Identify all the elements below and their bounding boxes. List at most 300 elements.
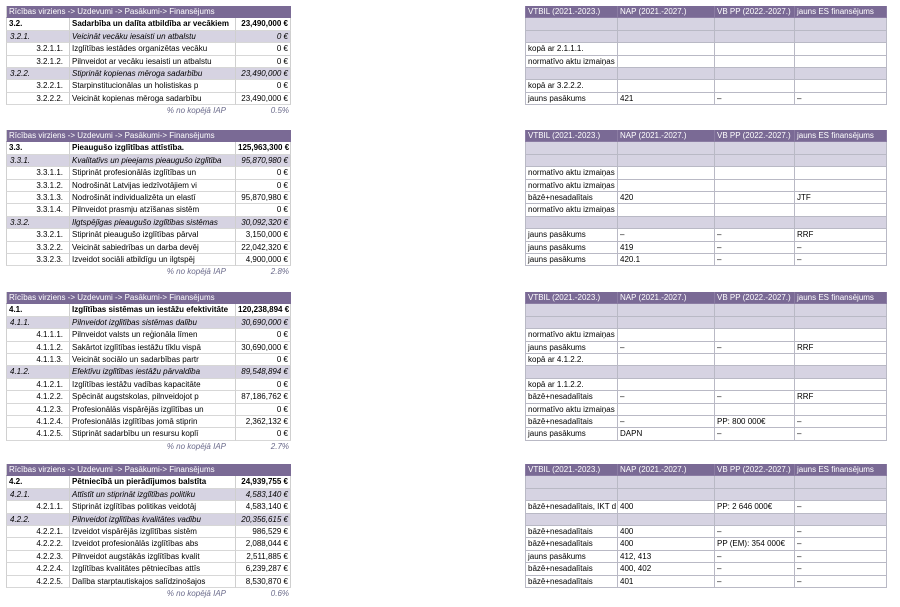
table-row[interactable] (6, 43, 291, 55)
funding-cell (795, 514, 887, 526)
measure-name: Veicināt kopienas mēroga sadarbību (70, 93, 236, 105)
funding-cell (795, 155, 887, 167)
funding-header-row (525, 292, 887, 304)
funding-header-4: jauns ES finansējums (795, 292, 887, 304)
measure-number: 3.2.1.1. (6, 43, 70, 55)
funding-row[interactable] (525, 416, 887, 428)
measure-name: Nodrošināt Latvijas iedzīvotājiem vi (70, 180, 236, 192)
funding-cell: – (618, 391, 715, 403)
funding-row[interactable] (525, 167, 887, 179)
funding-row[interactable] (525, 404, 887, 416)
table-row[interactable] (6, 180, 291, 192)
measure-value: 0 € (236, 31, 291, 43)
measure-number: 4.2.2.2. (6, 538, 70, 550)
funding-cell (618, 43, 715, 55)
funding-header-4: jauns ES finansējums (795, 6, 887, 18)
measures-table (6, 464, 291, 600)
measure-number: 4.2. (6, 476, 70, 488)
measure-value: 30,690,000 € (236, 317, 291, 329)
funding-cell (618, 489, 715, 501)
funding-cell (618, 167, 715, 179)
funding-cell (715, 43, 795, 55)
measure-number: 4.1.2.5. (6, 428, 70, 440)
measure-value: 0 € (236, 80, 291, 92)
funding-cell (795, 31, 887, 43)
funding-cell (715, 354, 795, 366)
funding-cell (795, 366, 887, 378)
measure-name: Pilnveidot ar vecāku iesaisti un atbalstu (70, 56, 236, 68)
funding-cell (525, 366, 618, 378)
measure-number: 4.1.2.2. (6, 391, 70, 403)
measure-name: Attīstīt un stiprināt izglītības politiku (70, 489, 236, 501)
funding-cell: PP (EM): 354 000€ (715, 538, 795, 550)
measure-name: Izglītības kvalitātes pētniecības attīs (70, 563, 236, 575)
measures-header-label: Rīcības virziens -> Uzdevumi -> Pasākumi-> Finansējums (6, 292, 291, 304)
funding-cell: – (795, 242, 887, 254)
funding-cell (618, 379, 715, 391)
funding-row[interactable] (525, 43, 887, 55)
funding-cell (618, 204, 715, 216)
funding-header-2: NAP (2021.-2027.) (618, 130, 715, 142)
funding-cell (715, 489, 795, 501)
measure-value: 8,530,870 € (236, 576, 291, 588)
funding-cell (795, 18, 887, 30)
measure-number: 4.2.1.1. (6, 501, 70, 513)
funding-header-1: VTBIL (2021.-2023.) (525, 292, 618, 304)
table-row[interactable] (6, 354, 291, 366)
funding-row[interactable] (525, 80, 887, 92)
funding-header-2: NAP (2021.-2027.) (618, 464, 715, 476)
measure-number: 3.3.1. (6, 155, 70, 167)
funding-cell (715, 379, 795, 391)
table-row[interactable] (6, 167, 291, 179)
funding-cell: kopā ar 1.1.2.2. (525, 379, 618, 391)
funding-cell: bāzē+nesadalītais (525, 391, 618, 403)
funding-cell (715, 217, 795, 229)
table-row[interactable] (6, 476, 291, 488)
percent-value: 0.5% (270, 106, 289, 116)
funding-cell (715, 366, 795, 378)
funding-cell: jauns pasākums (525, 242, 618, 254)
measure-number: 3.2.2. (6, 68, 70, 80)
measure-value: 4,583,140 € (236, 501, 291, 513)
funding-cell: – (715, 428, 795, 440)
funding-cell: bāzē+nesadalītais, IKT d (525, 501, 618, 513)
funding-cell: bāzē+nesadalītais (525, 576, 618, 588)
funding-cell: 420.1 (618, 254, 715, 266)
funding-row[interactable] (525, 526, 887, 538)
funding-cell: – (715, 254, 795, 266)
percent-row (6, 266, 291, 278)
table-row[interactable] (6, 551, 291, 563)
measure-number: 4.2.2.3. (6, 551, 70, 563)
percent-row (6, 105, 291, 117)
funding-header-2: NAP (2021.-2027.) (618, 6, 715, 18)
measures-header-label: Rīcības virziens -> Uzdevumi -> Pasākumi-> Finansējums (6, 130, 291, 142)
measure-number: 4.1. (6, 304, 70, 316)
funding-cell: – (618, 416, 715, 428)
measure-value: 0 € (236, 204, 291, 216)
funding-cell (525, 155, 618, 167)
measure-value: 0 € (236, 43, 291, 55)
funding-row[interactable] (525, 304, 887, 316)
table-row[interactable] (6, 93, 291, 105)
measure-name: Spēcināt augstskolas, pilnveidojot p (70, 391, 236, 403)
table-row[interactable] (6, 404, 291, 416)
measure-value: 0 € (236, 329, 291, 341)
funding-cell (715, 80, 795, 92)
measure-name: Izglītības iestāžu vadības kapacitāte (70, 379, 236, 391)
table-row[interactable] (6, 538, 291, 550)
funding-header-3: VB PP (2022.-2027.) (715, 130, 795, 142)
measure-name: Izveidot profesionālās izglītības abs (70, 538, 236, 550)
funding-row[interactable] (525, 31, 887, 43)
table-row[interactable] (6, 242, 291, 254)
table-row[interactable] (6, 18, 291, 30)
funding-cell: RRF (795, 342, 887, 354)
funding-row[interactable] (525, 204, 887, 216)
measures-header-label: Rīcības virziens -> Uzdevumi -> Pasākumi-> Finansējums (6, 6, 291, 18)
funding-row[interactable] (525, 93, 887, 105)
funding-cell (715, 329, 795, 341)
funding-row[interactable] (525, 254, 887, 266)
funding-row[interactable] (525, 68, 887, 80)
measure-number: 4.1.2. (6, 366, 70, 378)
measure-name: Dalība starptautiskajos salīdzinošajos (70, 576, 236, 588)
funding-cell (795, 217, 887, 229)
funding-cell: 401 (618, 576, 715, 588)
funding-row[interactable] (525, 217, 887, 229)
funding-cell (715, 142, 795, 154)
funding-cell (795, 304, 887, 316)
funding-cell (715, 167, 795, 179)
funding-row[interactable] (525, 56, 887, 68)
table-row[interactable] (6, 526, 291, 538)
funding-row[interactable] (525, 317, 887, 329)
table-row[interactable] (6, 391, 291, 403)
funding-header-4: jauns ES finansējums (795, 130, 887, 142)
table-row[interactable] (6, 56, 291, 68)
funding-cell (715, 31, 795, 43)
funding-header-2: NAP (2021.-2027.) (618, 292, 715, 304)
funding-row[interactable] (525, 192, 887, 204)
table-row[interactable] (6, 329, 291, 341)
funding-row[interactable] (525, 229, 887, 241)
funding-row[interactable] (525, 379, 887, 391)
funding-cell: – (795, 93, 887, 105)
measure-number: 3.3.2.3. (6, 254, 70, 266)
measure-name: Profesionālās izglītības jomā stiprin (70, 416, 236, 428)
table-row[interactable] (6, 501, 291, 513)
funding-cell: – (715, 576, 795, 588)
table-row[interactable] (6, 142, 291, 154)
table-row[interactable] (6, 204, 291, 216)
funding-cell (525, 514, 618, 526)
funding-cell (795, 142, 887, 154)
measure-number: 3.2.1.2. (6, 56, 70, 68)
funding-row[interactable] (525, 354, 887, 366)
measure-number: 3.2. (6, 18, 70, 30)
funding-table (525, 130, 887, 266)
measure-value: 20,356,615 € (236, 514, 291, 526)
table-row[interactable] (6, 317, 291, 329)
funding-cell (715, 18, 795, 30)
funding-cell: – (795, 576, 887, 588)
funding-cell: jauns pasākums (525, 229, 618, 241)
funding-row[interactable] (525, 501, 887, 513)
measure-value: 125,963,300 € (236, 142, 291, 154)
measure-number: 4.1.1.2. (6, 342, 70, 354)
measure-number: 3.2.2.2. (6, 93, 70, 105)
funding-cell (618, 354, 715, 366)
funding-cell: JTF (795, 192, 887, 204)
funding-cell: – (795, 538, 887, 550)
measure-number: 3.3.1.3. (6, 192, 70, 204)
measure-name: Stiprināt izglītības politikas veidotāj (70, 501, 236, 513)
measures-table (6, 292, 291, 453)
measure-name: Stiprināt pieaugušo izglītības pārval (70, 229, 236, 241)
measure-name: Stiprināt kopienas mēroga sadarbību (70, 68, 236, 80)
funding-cell: kopā ar 3.2.2.2. (525, 80, 618, 92)
measure-name: Pilnveidot izglītības kvalitātes vadību (70, 514, 236, 526)
measure-name: Efektīvu izglītības iestāžu pārvaldība (70, 366, 236, 378)
table-row[interactable] (6, 489, 291, 501)
measure-value: 6,239,287 € (236, 563, 291, 575)
funding-cell: – (618, 229, 715, 241)
measure-name: Veicināt sabiedrības un darba devēj (70, 242, 236, 254)
funding-cell (525, 18, 618, 30)
measure-name: Nodrošināt individualizēta un elastī (70, 192, 236, 204)
measure-value: 3,150,000 € (236, 229, 291, 241)
measure-number: 3.3.1.2. (6, 180, 70, 192)
funding-cell: normatīvo aktu izmaiņas (525, 404, 618, 416)
measure-number: 4.1.1.3. (6, 354, 70, 366)
funding-header-1: VTBIL (2021.-2023.) (525, 130, 618, 142)
funding-row[interactable] (525, 514, 887, 526)
funding-cell (715, 317, 795, 329)
measure-value: 23,490,000 € (236, 68, 291, 80)
funding-cell (795, 404, 887, 416)
measure-number: 4.2.2.4. (6, 563, 70, 575)
funding-cell (525, 476, 618, 488)
funding-header-4: jauns ES finansējums (795, 464, 887, 476)
measure-name: Pilnveidot izglītības sistēmas dalību (70, 317, 236, 329)
funding-row[interactable] (525, 551, 887, 563)
measure-number: 3.2.1. (6, 31, 70, 43)
measure-value: 2,511,885 € (236, 551, 291, 563)
funding-row[interactable] (525, 18, 887, 30)
table-row[interactable] (6, 428, 291, 440)
measure-name: Stiprināt sadarbību un resursu koplī (70, 428, 236, 440)
table-row[interactable] (6, 192, 291, 204)
funding-cell (618, 142, 715, 154)
funding-cell (618, 317, 715, 329)
funding-cell: – (795, 563, 887, 575)
funding-cell: – (795, 428, 887, 440)
measure-value: 120,238,894 € (236, 304, 291, 316)
funding-row[interactable] (525, 476, 887, 488)
table-row[interactable] (6, 254, 291, 266)
funding-cell: DAPN (618, 428, 715, 440)
table-row[interactable] (6, 304, 291, 316)
funding-cell (795, 180, 887, 192)
funding-cell: bāzē+nesadalītais (525, 416, 618, 428)
measure-name: Pētniecībā un pierādījumos balstīta (70, 476, 236, 488)
funding-row[interactable] (525, 242, 887, 254)
measure-number: 4.1.2.3. (6, 404, 70, 416)
measure-number: 3.3.2.1. (6, 229, 70, 241)
funding-cell (618, 31, 715, 43)
table-row[interactable] (6, 416, 291, 428)
funding-cell: normatīvo aktu izmaiņas (525, 329, 618, 341)
funding-cell: normatīvo aktu izmaiņas (525, 167, 618, 179)
funding-cell (795, 354, 887, 366)
measure-value: 30,092,320 € (236, 217, 291, 229)
table-row[interactable] (6, 80, 291, 92)
table-row[interactable] (6, 229, 291, 241)
funding-cell (525, 317, 618, 329)
table-row[interactable] (6, 563, 291, 575)
funding-row[interactable] (525, 391, 887, 403)
funding-cell: jauns pasākums (525, 428, 618, 440)
measure-value: 89,548,894 € (236, 366, 291, 378)
funding-cell: – (715, 391, 795, 403)
funding-cell (618, 514, 715, 526)
funding-cell: 421 (618, 93, 715, 105)
funding-cell (618, 304, 715, 316)
measure-number: 4.2.2. (6, 514, 70, 526)
table-row[interactable] (6, 155, 291, 167)
percent-label: % no kopējā IAP (166, 267, 226, 277)
table-row[interactable] (6, 68, 291, 80)
measure-number: 3.3.1.4. (6, 204, 70, 216)
percent-row (6, 588, 291, 600)
funding-cell (525, 489, 618, 501)
measure-value: 0 € (236, 167, 291, 179)
measure-number: 3.3. (6, 142, 70, 154)
funding-cell: jauns pasākums (525, 342, 618, 354)
funding-row[interactable] (525, 329, 887, 341)
funding-cell: jauns pasākums (525, 254, 618, 266)
funding-cell (715, 514, 795, 526)
funding-table (525, 6, 887, 105)
funding-row[interactable] (525, 489, 887, 501)
funding-row[interactable] (525, 428, 887, 440)
measure-name: Pilnveidot valsts un reģionāla līmen (70, 329, 236, 341)
funding-cell (715, 155, 795, 167)
funding-cell (618, 329, 715, 341)
funding-cell (795, 379, 887, 391)
measure-name: Profesionālās vispārējās izglītības un (70, 404, 236, 416)
funding-cell: jauns pasākums (525, 93, 618, 105)
funding-cell: 400 (618, 501, 715, 513)
percent-value: 2.8% (270, 267, 289, 277)
funding-cell (795, 476, 887, 488)
funding-cell: 412, 413 (618, 551, 715, 563)
measure-name: Pilnveidot prasmju atzīšanas sistēm (70, 204, 236, 216)
funding-header-3: VB PP (2022.-2027.) (715, 6, 795, 18)
funding-cell (715, 192, 795, 204)
measure-number: 4.1.2.1. (6, 379, 70, 391)
measure-name: Izglītības iestādes organizētas vecāku (70, 43, 236, 55)
measures-table (6, 6, 291, 118)
table-row[interactable] (6, 576, 291, 588)
measure-number: 4.2.1. (6, 489, 70, 501)
measure-number: 4.1.1.1. (6, 329, 70, 341)
funding-cell: 419 (618, 242, 715, 254)
funding-cell (795, 489, 887, 501)
table-row[interactable] (6, 379, 291, 391)
funding-cell: normatīvo aktu izmaiņas (525, 204, 618, 216)
funding-cell (795, 204, 887, 216)
percent-spacer (6, 105, 70, 117)
funding-row[interactable] (525, 538, 887, 550)
measure-name: Stiprināt profesionālās izglītības un (70, 167, 236, 179)
table-row[interactable] (6, 342, 291, 354)
table-row[interactable] (6, 366, 291, 378)
funding-cell (525, 217, 618, 229)
funding-cell: 400, 402 (618, 563, 715, 575)
measure-value: 0 € (236, 428, 291, 440)
funding-cell: bāzē+nesadalītais (525, 192, 618, 204)
funding-cell (795, 329, 887, 341)
funding-header-3: VB PP (2022.-2027.) (715, 292, 795, 304)
funding-header-1: VTBIL (2021.-2023.) (525, 6, 618, 18)
funding-cell (715, 304, 795, 316)
measure-value: 2,362,132 € (236, 416, 291, 428)
funding-row[interactable] (525, 342, 887, 354)
funding-cell (618, 80, 715, 92)
table-row[interactable] (6, 217, 291, 229)
percent-label: % no kopējā IAP (166, 106, 226, 116)
funding-row[interactable] (525, 155, 887, 167)
measure-name: Sakārtot izglītības iestāžu tīklu vispā (70, 342, 236, 354)
funding-cell: normatīvo aktu izmaiņas (525, 180, 618, 192)
measure-name: Ilgtspējīgas pieaugušo izglītības sistēmas (70, 217, 236, 229)
table-row[interactable] (6, 514, 291, 526)
measure-value: 4,900,000 € (236, 254, 291, 266)
measure-value: 24,939,755 € (236, 476, 291, 488)
funding-row[interactable] (525, 142, 887, 154)
measure-name: Starpinstitucionālas un holistiskas p (70, 80, 236, 92)
funding-row[interactable] (525, 366, 887, 378)
funding-cell: 400 (618, 526, 715, 538)
measure-value: 0 € (236, 354, 291, 366)
funding-cell: PP: 2 646 000€ (715, 501, 795, 513)
percent-value: 0.6% (270, 588, 289, 598)
measure-value: 986,529 € (236, 526, 291, 538)
measures-header-label: Rīcības virziens -> Uzdevumi -> Pasākumi-> Finansējums (6, 464, 291, 476)
funding-cell (715, 204, 795, 216)
measure-value: 23,490,000 € (236, 18, 291, 30)
funding-row[interactable] (525, 180, 887, 192)
measure-name: Izveidot sociāli atbildīgu un ilgtspēj (70, 254, 236, 266)
percent-spacer (6, 588, 70, 600)
percent-spacer (6, 441, 70, 453)
funding-cell: – (715, 93, 795, 105)
funding-cell: – (795, 416, 887, 428)
funding-cell: – (795, 551, 887, 563)
measure-value: 87,186,762 € (236, 391, 291, 403)
funding-row[interactable] (525, 563, 887, 575)
funding-cell: PP: 800 000€ (715, 416, 795, 428)
measure-number: 3.3.1.1. (6, 167, 70, 179)
funding-cell: – (618, 342, 715, 354)
funding-row[interactable] (525, 576, 887, 588)
table-row[interactable] (6, 31, 291, 43)
funding-cell: jauns pasākums (525, 551, 618, 563)
measure-name: Pieaugušo izglītības attīstība. (70, 142, 236, 154)
